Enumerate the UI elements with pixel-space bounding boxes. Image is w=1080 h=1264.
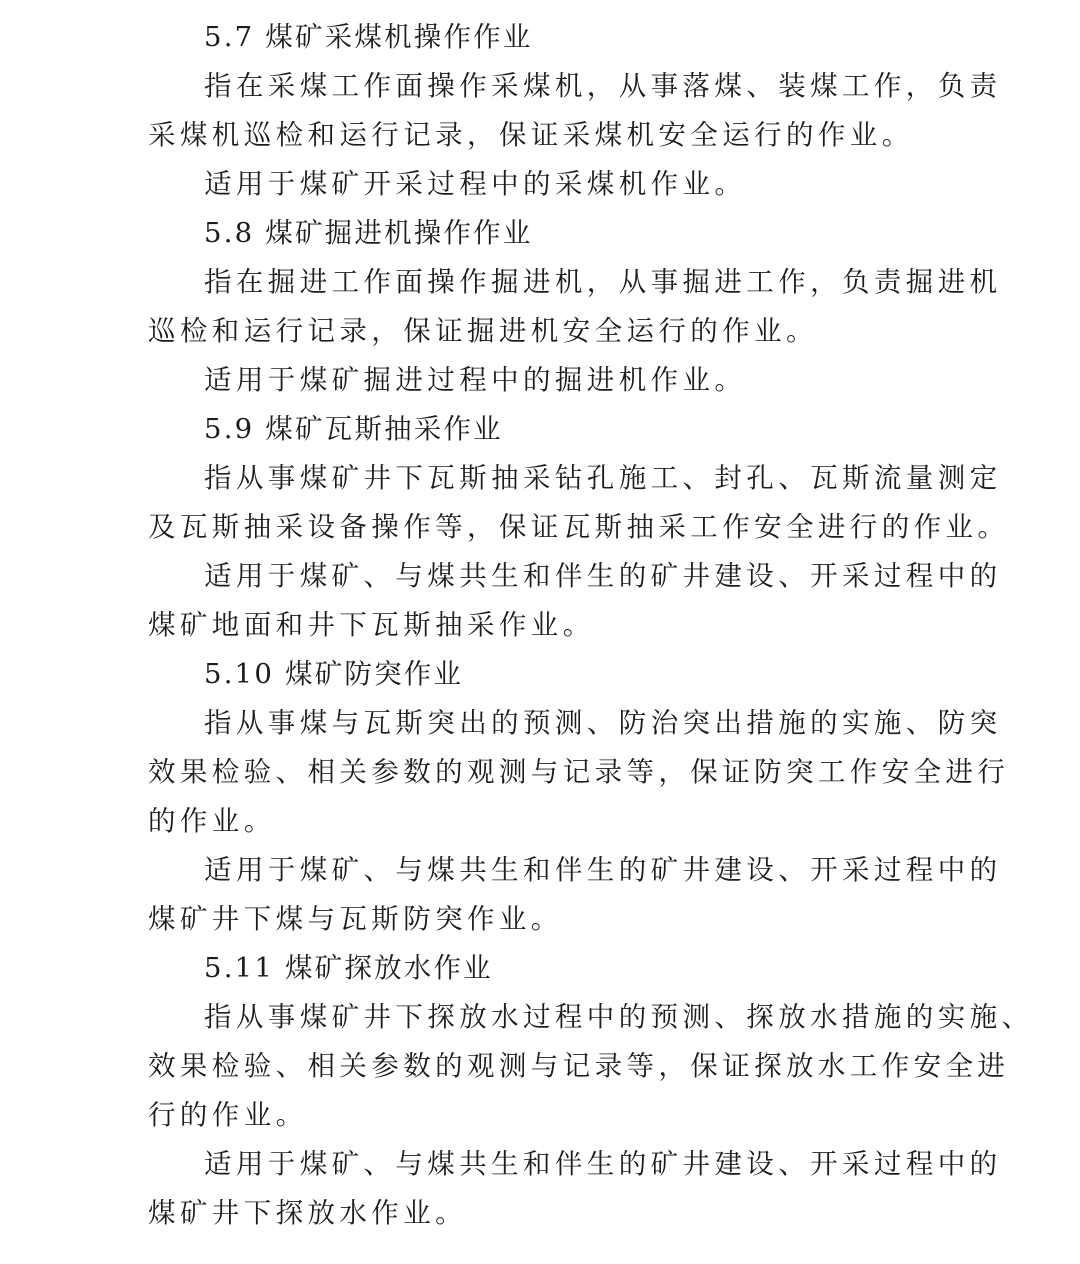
paragraph-line: 巡检和运行记录，保证掘进机安全运行的作业。 [148, 315, 818, 347]
paragraph-line: 煤矿井下煤与瓦斯防突作业。 [148, 903, 563, 935]
paragraph-line: 的作业。 [148, 805, 276, 837]
paragraph-line: 煤矿地面和井下瓦斯抽采作业。 [148, 609, 595, 641]
paragraph-line: 指在采煤工作面操作采煤机，从事落煤、装煤工作，负责 [204, 70, 1002, 102]
paragraph-line: 行的作业。 [148, 1099, 308, 1131]
section-heading-5-11: 5.11 煤矿探放水作业 [204, 952, 493, 984]
paragraph-line: 效果检验、相关参数的观测与记录等，保证探放水工作安全进 [148, 1050, 1010, 1082]
paragraph-line: 适用于煤矿、与煤共生和伴生的矿井建设、开采过程中的 [204, 560, 1002, 592]
paragraph-line: 采煤机巡检和运行记录，保证采煤机安全运行的作业。 [148, 119, 914, 151]
paragraph-line: 及瓦斯抽采设备操作等，保证瓦斯抽采工作安全进行的作业。 [148, 511, 1010, 543]
paragraph-line: 适用于煤矿开采过程中的采煤机作业。 [204, 168, 747, 200]
paragraph-line: 适用于煤矿掘进过程中的掘进机作业。 [204, 364, 747, 396]
section-heading-5-7: 5.7 煤矿采煤机操作作业 [204, 21, 533, 53]
paragraph-line: 指从事煤与瓦斯突出的预测、防治突出措施的实施、防突 [204, 707, 1002, 739]
paragraph-line: 指从事煤矿井下瓦斯抽采钻孔施工、封孔、瓦斯流量测定 [204, 462, 1002, 494]
section-heading-5-10: 5.10 煤矿防突作业 [204, 658, 464, 690]
section-heading-5-8: 5.8 煤矿掘进机操作作业 [204, 217, 533, 249]
paragraph-line: 煤矿井下探放水作业。 [148, 1197, 467, 1229]
paragraph-line: 指从事煤矿井下探放水过程中的预测、探放水措施的实施、 [204, 1001, 1034, 1033]
section-heading-5-9: 5.9 煤矿瓦斯抽采作业 [204, 413, 503, 445]
paragraph-line: 适用于煤矿、与煤共生和伴生的矿井建设、开采过程中的 [204, 854, 1002, 886]
paragraph-line: 效果检验、相关参数的观测与记录等，保证防突工作安全进行 [148, 756, 1010, 788]
paragraph-line: 指在掘进工作面操作掘进机，从事掘进工作，负责掘进机 [204, 266, 1002, 298]
paragraph-line: 适用于煤矿、与煤共生和伴生的矿井建设、开采过程中的 [204, 1148, 1002, 1180]
